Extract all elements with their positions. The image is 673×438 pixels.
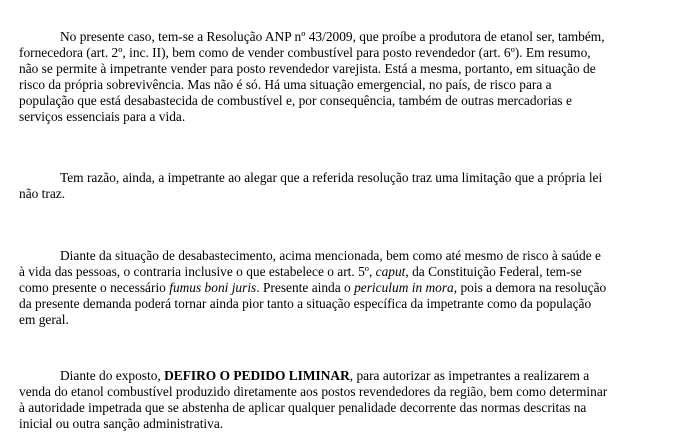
paragraph-line: da presente demanda poderá tornar ainda pior tanto a situação específica da impetrante como da população	[19, 296, 592, 311]
latin-term-periculum: periculum in mora	[354, 280, 454, 295]
paragraph-line: população que está desabastecida de combustível e, por consequência, também de outras mercadorias e	[19, 93, 572, 108]
paragraph-2	[19, 170, 602, 202]
text-segment: , para autorizar as impetrantes a realizarem a	[349, 368, 590, 383]
text-segment: à vida das pessoas, o contraria inclusive o que estabelece o art. 5º,	[19, 264, 376, 279]
text-segment: , da Constituição Federal, tem-se	[405, 264, 582, 279]
paragraph-line: risco da própria sobrevivência. Mas não é só. Há uma situação emergencial, no país, de risco para a	[19, 77, 552, 92]
paragraph-line: venda do etanol combustível produzido diretamente aos postos revendedores da região, bem como determinar	[19, 384, 608, 399]
paragraph-line: serviços essenciais para a vida.	[19, 109, 186, 124]
paragraph-3	[19, 248, 606, 328]
paragraph-line: Tem razão, ainda, a impetrante ao alegar que a referida resolução traz uma limitação que a própria lei	[60, 170, 603, 185]
latin-term-caput: caput	[375, 264, 406, 279]
paragraph-line: não se permite à impetrante vender para posto revendedor varejista. Está a mesma, portanto, em situação de	[19, 61, 596, 76]
text-segment: Diante do exposto,	[60, 368, 165, 383]
paragraph-line: Diante da situação de desabastecimento, acima mencionada, bem como até mesmo de risco à saúde e	[60, 248, 601, 263]
paragraph-line: à autoridade impetrada que se abstenha de aplicar qualquer penalidade decorrente das normas descritas na	[19, 400, 587, 415]
paragraph-1	[19, 29, 605, 125]
latin-term-fumus: fumus boni juris	[169, 280, 257, 295]
paragraph-line: inicial ou outra sanção administrativa.	[19, 416, 224, 431]
text-segment: . Presente ainda o	[256, 280, 355, 295]
paragraph-4	[19, 368, 607, 432]
paragraph-line	[19, 280, 606, 296]
text-segment: , pois a demora na resolução	[453, 280, 607, 295]
text-segment: como presente o necessário	[19, 280, 170, 295]
ruling-emphasis: DEFIRO O PEDIDO LIMINAR	[164, 368, 350, 383]
paragraph-line	[19, 264, 606, 280]
paragraph-line: não traz.	[19, 186, 66, 201]
paragraph-line: em geral.	[19, 312, 69, 327]
paragraph-line: No presente caso, tem-se a Resolução ANP nº 43/2009, que proíbe a produtora de etanol ser, também,	[60, 29, 605, 44]
paragraph-line	[19, 368, 607, 384]
paragraph-line: fornecedora (art. 2º, inc. II), bem como de vender combustível para posto revendedor (art. 6º). Em resumo,	[19, 45, 591, 60]
